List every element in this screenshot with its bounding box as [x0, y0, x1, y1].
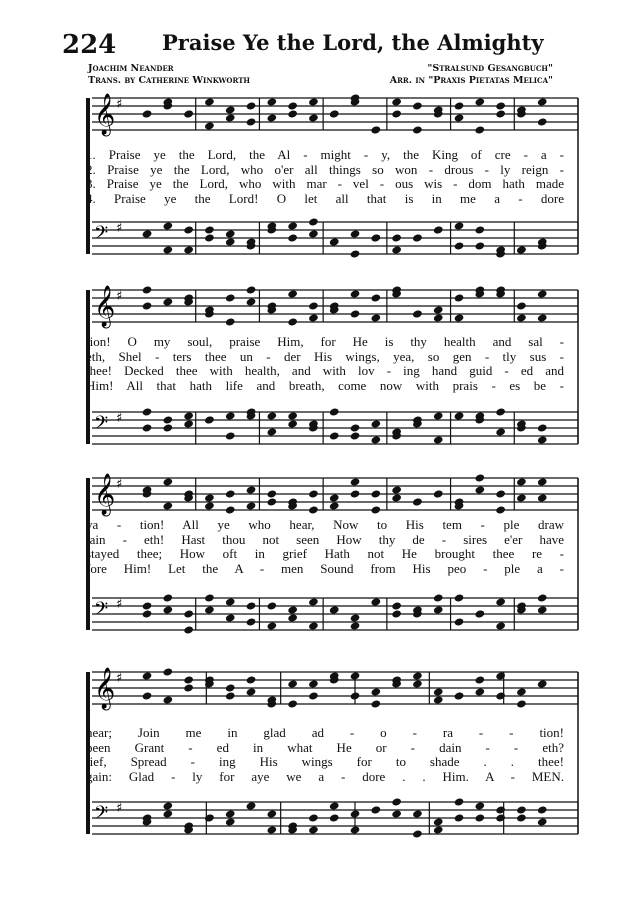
note-head: [329, 237, 340, 246]
note-head: [225, 809, 236, 818]
note-head: [516, 813, 527, 822]
note-head: [495, 407, 506, 416]
note-head: [391, 109, 402, 118]
note-head: [391, 245, 402, 254]
note-head: [474, 97, 485, 106]
note-head: [183, 109, 194, 118]
note-head: [225, 293, 236, 302]
note-head: [391, 809, 402, 818]
note-head: [454, 313, 465, 322]
note-head: [516, 493, 527, 502]
note-head: [433, 435, 444, 444]
note-head: [287, 289, 298, 298]
lyric-line: lief, Spread - ing His wings for to shade . . thee!: [86, 755, 564, 769]
note-head: [183, 245, 194, 254]
note-head: [246, 501, 257, 510]
note-head: [537, 97, 548, 106]
note-head: [454, 617, 465, 626]
note-head: [225, 489, 236, 498]
note-head: [495, 813, 506, 822]
note-head: [433, 605, 444, 614]
note-head: [454, 113, 465, 122]
note-head: [391, 797, 402, 806]
note-head: [412, 233, 423, 242]
note-head: [204, 225, 215, 234]
lyric-line: tion! O my soul, praise Him, for He is thy health and sal -: [86, 335, 564, 349]
lyric-line: Him! All that hath life and breath, come now with prais - es be -: [86, 378, 564, 393]
note-head: [308, 113, 319, 122]
note-head: [433, 825, 444, 834]
note-head: [495, 671, 506, 680]
note-head: [350, 613, 361, 622]
note-head: [329, 493, 340, 502]
note-head: [204, 501, 215, 510]
note-head: [308, 813, 319, 822]
lyric-line: thee! Decked thee with health, and with lov - ing hand guid - ed and: [86, 364, 564, 378]
note-head: [142, 423, 153, 432]
note-head: [225, 113, 236, 122]
note-head: [287, 605, 298, 614]
note-head: [142, 301, 153, 310]
note-head: [516, 699, 527, 708]
note-head: [246, 285, 257, 294]
note-head: [225, 237, 236, 246]
note-head: [495, 101, 506, 110]
note-head: [162, 801, 173, 810]
note-head: [454, 221, 465, 230]
note-head: [183, 683, 194, 692]
note-head: [142, 601, 153, 610]
note-head: [350, 825, 361, 834]
note-head: [225, 105, 236, 114]
note-head: [204, 813, 215, 822]
note-head: [246, 117, 257, 126]
note-head: [308, 691, 319, 700]
note-head: [287, 221, 298, 230]
note-head: [142, 671, 153, 680]
note-head: [433, 593, 444, 602]
note-head: [162, 297, 173, 306]
note-head: [495, 621, 506, 630]
lyrics-system-1: [86, 148, 564, 206]
note-head: [537, 817, 548, 826]
note-head: [537, 477, 548, 486]
arrangement: Arr. in "Praxis Pietatas Melica": [389, 75, 553, 86]
note-head: [329, 801, 340, 810]
note-head: [162, 695, 173, 704]
note-head: [474, 609, 485, 618]
note-head: [370, 505, 381, 514]
note-head: [246, 101, 257, 110]
lyric-line: va - tion! All ye who hear, Now to His tem - ple draw: [86, 518, 564, 532]
note-head: [225, 683, 236, 692]
lyric-line: 1. Praise ye the Lord, the Al - might - y, the King of cre - a -: [86, 148, 564, 162]
note-head: [308, 597, 319, 606]
note-head: [454, 411, 465, 420]
note-head: [287, 419, 298, 428]
note-head: [246, 687, 257, 696]
note-head: [391, 493, 402, 502]
lyric-line: fore Him! Let the A - men Sound from His peo - ple a -: [86, 561, 564, 576]
note-head: [495, 489, 506, 498]
key-signature-sharp-icon: ♯: [116, 477, 123, 492]
note-head: [204, 97, 215, 106]
note-head: [454, 813, 465, 822]
note-head: [370, 805, 381, 814]
note-head: [495, 805, 506, 814]
note-head: [350, 309, 361, 318]
note-head: [412, 497, 423, 506]
note-head: [308, 229, 319, 238]
note-head: [308, 621, 319, 630]
treble-clef-icon: 𝄞: [94, 668, 116, 709]
note-head: [454, 797, 465, 806]
note-head: [162, 501, 173, 510]
note-head: [370, 125, 381, 134]
note-head: [474, 241, 485, 250]
note-head: [162, 809, 173, 818]
note-head: [495, 109, 506, 118]
note-head: [474, 473, 485, 482]
note-head: [454, 293, 465, 302]
note-head: [495, 597, 506, 606]
note-head: [204, 121, 215, 130]
note-head: [537, 493, 548, 502]
note-head: [474, 225, 485, 234]
note-head: [204, 415, 215, 424]
lyric-line: tain - eth! Hast thou not seen How thy de - sires e'er have: [86, 532, 564, 547]
note-head: [412, 809, 423, 818]
note-head: [204, 605, 215, 614]
note-head: [370, 489, 381, 498]
note-head: [225, 229, 236, 238]
note-head: [329, 407, 340, 416]
note-head: [204, 493, 215, 502]
note-head: [391, 485, 402, 494]
note-head: [142, 407, 153, 416]
note-head: [433, 817, 444, 826]
note-head: [266, 97, 277, 106]
note-head: [537, 117, 548, 126]
key-signature-sharp-icon: ♯: [116, 289, 123, 304]
note-head: [204, 593, 215, 602]
note-head: [266, 497, 277, 506]
note-head: [266, 809, 277, 818]
note-head: [183, 225, 194, 234]
note-head: [142, 229, 153, 238]
note-head: [162, 221, 173, 230]
note-head: [454, 101, 465, 110]
note-head: [308, 313, 319, 322]
note-head: [454, 691, 465, 700]
note-head: [412, 679, 423, 688]
note-head: [350, 671, 361, 680]
key-signature-sharp-icon: ♯: [116, 597, 123, 612]
note-head: [225, 505, 236, 514]
note-head: [308, 97, 319, 106]
note-head: [370, 435, 381, 444]
note-head: [329, 109, 340, 118]
note-head: [266, 621, 277, 630]
note-head: [287, 679, 298, 688]
note-head: [537, 605, 548, 614]
lyric-line: been Grant - ed in what He or - dain - - eth?: [86, 740, 564, 755]
note-head: [308, 489, 319, 498]
note-head: [370, 313, 381, 322]
key-signature-sharp-icon: ♯: [116, 97, 123, 112]
treble-clef-icon: 𝄞: [94, 474, 116, 515]
note-head: [329, 605, 340, 614]
note-head: [537, 435, 548, 444]
tune-source: "Stralsund Gesangbuch": [427, 63, 553, 74]
note-head: [537, 805, 548, 814]
note-head: [246, 801, 257, 810]
note-head: [350, 423, 361, 432]
note-head: [537, 593, 548, 602]
key-signature-sharp-icon: ♯: [116, 801, 123, 816]
note-head: [287, 699, 298, 708]
note-head: [308, 825, 319, 834]
note-head: [516, 687, 527, 696]
note-head: [350, 691, 361, 700]
note-head: [474, 813, 485, 822]
note-head: [246, 297, 257, 306]
note-head: [495, 691, 506, 700]
note-head: [225, 613, 236, 622]
note-head: [287, 411, 298, 420]
bass-clef-icon: 𝄢: [94, 413, 109, 438]
note-head: [370, 293, 381, 302]
note-head: [350, 229, 361, 238]
note-head: [474, 687, 485, 696]
note-head: [225, 431, 236, 440]
note-head: [287, 109, 298, 118]
note-head: [142, 609, 153, 618]
note-head: [287, 101, 298, 110]
note-head: [225, 317, 236, 326]
note-head: [350, 289, 361, 298]
note-head: [162, 593, 173, 602]
bass-clef-icon: 𝄢: [94, 599, 109, 624]
translator: Trans. by Catherine Winkworth: [88, 75, 251, 86]
note-head: [433, 225, 444, 234]
bass-clef-icon: 𝄢: [94, 803, 109, 828]
note-head: [308, 505, 319, 514]
lyric-line: 2. Praise ye the Lord, who o'er all things so won - drous - ly reign -: [86, 162, 564, 177]
note-head: [537, 289, 548, 298]
note-head: [350, 431, 361, 440]
note-head: [225, 411, 236, 420]
note-head: [266, 411, 277, 420]
note-head: [266, 113, 277, 122]
key-signature-sharp-icon: ♯: [116, 411, 123, 426]
note-head: [266, 601, 277, 610]
note-head: [266, 825, 277, 834]
note-head: [162, 605, 173, 614]
note-head: [516, 477, 527, 486]
note-head: [391, 609, 402, 618]
hymn-number: 224: [62, 30, 117, 60]
note-head: [142, 285, 153, 294]
note-head: [412, 125, 423, 134]
note-head: [370, 699, 381, 708]
note-head: [433, 305, 444, 314]
note-head: [266, 427, 277, 436]
note-head: [183, 411, 194, 420]
note-head: [287, 613, 298, 622]
note-head: [350, 621, 361, 630]
note-head: [225, 597, 236, 606]
key-signature-sharp-icon: ♯: [116, 221, 123, 236]
note-head: [495, 427, 506, 436]
bass-clef-icon: 𝄢: [94, 223, 109, 248]
note-head: [246, 601, 257, 610]
note-head: [350, 477, 361, 486]
note-head: [162, 667, 173, 676]
note-head: [287, 317, 298, 326]
note-head: [433, 687, 444, 696]
note-head: [433, 489, 444, 498]
lyric-line: 4. Praise ye the Lord! O let all that is in me a - dore: [86, 191, 564, 206]
note-head: [246, 675, 257, 684]
note-head: [516, 245, 527, 254]
note-head: [495, 505, 506, 514]
note-head: [162, 423, 173, 432]
note-head: [142, 109, 153, 118]
note-head: [537, 423, 548, 432]
note-head: [329, 813, 340, 822]
note-head: [308, 217, 319, 226]
note-head: [370, 687, 381, 696]
note-head: [162, 245, 173, 254]
author: Joachim Neander: [88, 63, 174, 74]
treble-clef-icon: 𝄞: [94, 94, 116, 135]
key-signature-sharp-icon: ♯: [116, 671, 123, 686]
hymn-title: Praise Ye the Lord, the Almighty: [162, 30, 544, 55]
treble-clef-icon: 𝄞: [94, 286, 116, 327]
note-head: [391, 601, 402, 610]
note-head: [162, 477, 173, 486]
note-head: [308, 679, 319, 688]
note-head: [329, 431, 340, 440]
note-head: [433, 411, 444, 420]
note-head: [183, 675, 194, 684]
note-head: [412, 309, 423, 318]
note-head: [370, 233, 381, 242]
note-head: [474, 485, 485, 494]
note-head: [412, 671, 423, 680]
note-head: [225, 817, 236, 826]
note-head: [433, 695, 444, 704]
note-head: [370, 597, 381, 606]
lyric-line: gain: Glad - ly for aye we a - dore . . Him. A - MEN.: [86, 769, 564, 784]
note-head: [350, 809, 361, 818]
note-head: [412, 829, 423, 838]
note-head: [183, 419, 194, 428]
note-head: [537, 313, 548, 322]
note-head: [537, 679, 548, 688]
note-head: [474, 125, 485, 134]
note-head: [516, 313, 527, 322]
note-head: [308, 301, 319, 310]
note-head: [246, 485, 257, 494]
note-head: [454, 241, 465, 250]
note-head: [183, 609, 194, 618]
note-head: [266, 489, 277, 498]
lyrics-system-3: [86, 518, 564, 576]
note-head: [370, 419, 381, 428]
note-head: [391, 97, 402, 106]
lyrics-system-2: [86, 335, 564, 393]
note-head: [412, 101, 423, 110]
note-head: [183, 625, 194, 634]
note-head: [454, 593, 465, 602]
note-head: [142, 691, 153, 700]
note-head: [287, 233, 298, 242]
note-head: [225, 691, 236, 700]
note-head: [162, 415, 173, 424]
lyric-line: stayed thee; How oft in grief Hath not He brought thee re -: [86, 547, 564, 561]
note-head: [516, 301, 527, 310]
lyric-line: eth, Shel - ters thee un - der His wings, yea, so gen - tly sus -: [86, 349, 564, 364]
note-head: [204, 233, 215, 242]
note-head: [246, 617, 257, 626]
lyric-line: near; Join me in glad ad - o - ra - - tion!: [86, 726, 564, 740]
note-head: [474, 801, 485, 810]
lyrics-system-4: [86, 726, 564, 784]
note-head: [350, 489, 361, 498]
lyric-line: 3. Praise ye the Lord, who with mar - vel - ous wis - dom hath made: [86, 177, 564, 191]
note-head: [474, 675, 485, 684]
note-head: [350, 249, 361, 258]
note-head: [391, 233, 402, 242]
note-head: [329, 501, 340, 510]
note-head: [433, 313, 444, 322]
note-head: [516, 805, 527, 814]
